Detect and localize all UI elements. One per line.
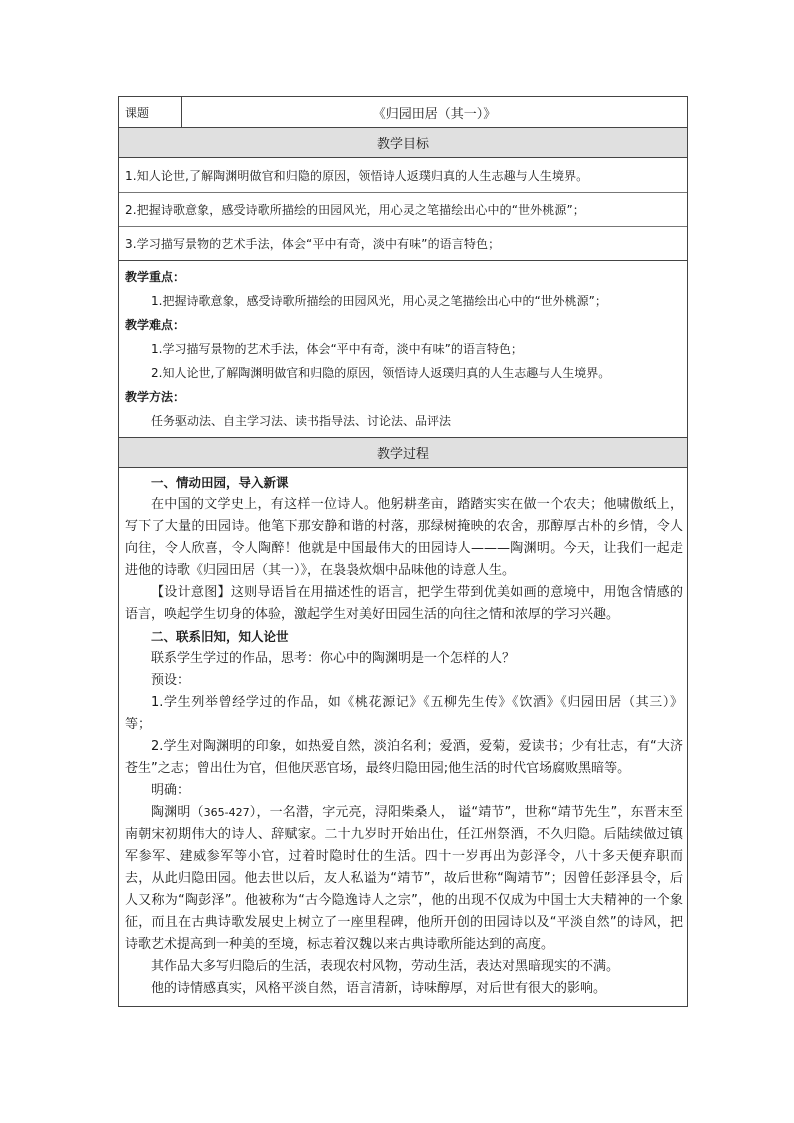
paragraph: 1.学生列举曾经学过的作品，如《桃花源记》《五柳先生传》《饮酒》《归园田居（其三）》等；	[125, 695, 683, 732]
method-label: 教学方法：	[125, 390, 186, 404]
process-header: 教学过程	[119, 438, 687, 468]
goal-item: 2.把握诗歌意象，感受诗歌所描绘的田园风光，用心灵之笔描绘出心中的“世外桃源”；	[119, 192, 687, 226]
goals-list	[119, 158, 687, 261]
lesson-title: 《归园田居（其一）》	[372, 106, 497, 122]
paragraph: 在中国的文学史上，有这样一位诗人。他躬耕垄亩，踏踏实实在做一个农夫；他啸傲纸上，写下了大量的田园诗。他笔下那安静和谐的村落，那绿树掩映的农舍，那醇厚古朴的乡情，令人向往，令人欣喜，令人陶醉！他就是中国最伟大的田园诗人———陶渊明。今天，让我们一起走进他的诗歌《归园田居（其一）》，在袅袅炊烟中品味他的诗意人生。	[125, 497, 683, 578]
paragraph: 明确：	[151, 783, 191, 798]
paragraph: 【设计意图】这则导语旨在用描述性的语言，把学生带到优美如画的意境中，用饱含情感的语言，唤起学生切身的体验，激起学生对美好田园生活的向往之情和浓厚的学习兴趣。	[125, 585, 683, 622]
key-points-label: 教学重点：	[125, 270, 186, 284]
goal-item: 3.学习描写景物的艺术手法，体会“平中有奇，淡中有味”的语言特色；	[119, 226, 687, 260]
goal-item: 1.知人论世,了解陶渊明做官和归隐的原因，领悟诗人返璞归真的人生志趣与人生境界。	[125, 168, 589, 183]
difficulty-item: 2.知人论世,了解陶渊明做官和归隐的原因，领悟诗人返璞归真的人生志趣与人生境界。	[151, 366, 611, 380]
lesson-plan-table	[118, 96, 688, 1007]
process-body	[119, 468, 687, 1006]
paragraph: 联系学生学过的作品，思考：你心中的陶渊明是一个怎样的人？	[151, 651, 516, 666]
paragraph: 其作品大多写归隐后的生活，表现农村风物，劳动生活，表达对黑暗现实的不满。	[151, 959, 620, 974]
difficulty-label: 教学难点：	[125, 318, 186, 332]
paragraph	[125, 802, 683, 956]
section-heading: 一、情动田园，导入新课	[151, 475, 289, 490]
section-heading: 二、联系旧知，知人论世	[151, 629, 289, 644]
paragraph: 他的诗情感真实，风格平淡自然，语言清新，诗味醇厚，对后世有很大的影响。	[151, 981, 607, 996]
teaching-info	[119, 261, 687, 438]
title-label: 课题	[119, 97, 182, 127]
paragraph: 2.学生对陶渊明的印象，如热爱自然，淡泊名利；爱酒，爱菊，爱读书；少有壮志，有“大济苍生”之志；曾出仕为官，但他厌恶官场，最终归隐田园;他生活的时代官场腐败黑暗等。	[125, 739, 683, 776]
paragraph-text: ），一名潜，字元亮，浔阳柴桑人， 谥“靖节”，世称“靖节先生”，东晋末至南朝宋初期伟大的诗人、辞赋家。二十九岁时开始出仕，任江州祭酒，不久归隐。后陆续做过镇军参军、建威参军等小官，过着时隐时仕的生活。四十一岁再出为彭泽令，八十多天便弃职而去，从此归隐田园。他去世以后，友人私谥为“靖节”，故后世称“陶靖节”；因曾任彭泽县令，后人又称为“陶彭泽”。他被称为“古今隐逸诗人之宗”，他的出现不仅成为中国士大夫精神的一个象征，而且在古典诗歌发展史上树立了一座里程碑，他所开创的田园诗以及“平淡自然”的诗风，把诗歌艺术提高到一种美的至境，标志着汉魏以来古典诗歌所能达到的高度。	[125, 805, 683, 952]
years-text: 365-427	[203, 806, 250, 819]
method-item: 任务驱动法、自主学习法、读书指导法、讨论法、品评法	[151, 414, 452, 428]
difficulty-item: 1.学习描写景物的艺术手法，体会“平中有奇，淡中有味”的语言特色；	[151, 342, 523, 356]
title-row	[119, 97, 687, 128]
paragraph: 预设：	[151, 673, 191, 688]
key-point-item: 1.把握诗歌意象，感受诗歌所描绘的田园风光，用心灵之笔描绘出心中的“世外桃源”；	[151, 294, 607, 308]
paragraph-text: 陶渊明（	[151, 805, 204, 820]
goals-header: 教学目标	[119, 128, 687, 158]
